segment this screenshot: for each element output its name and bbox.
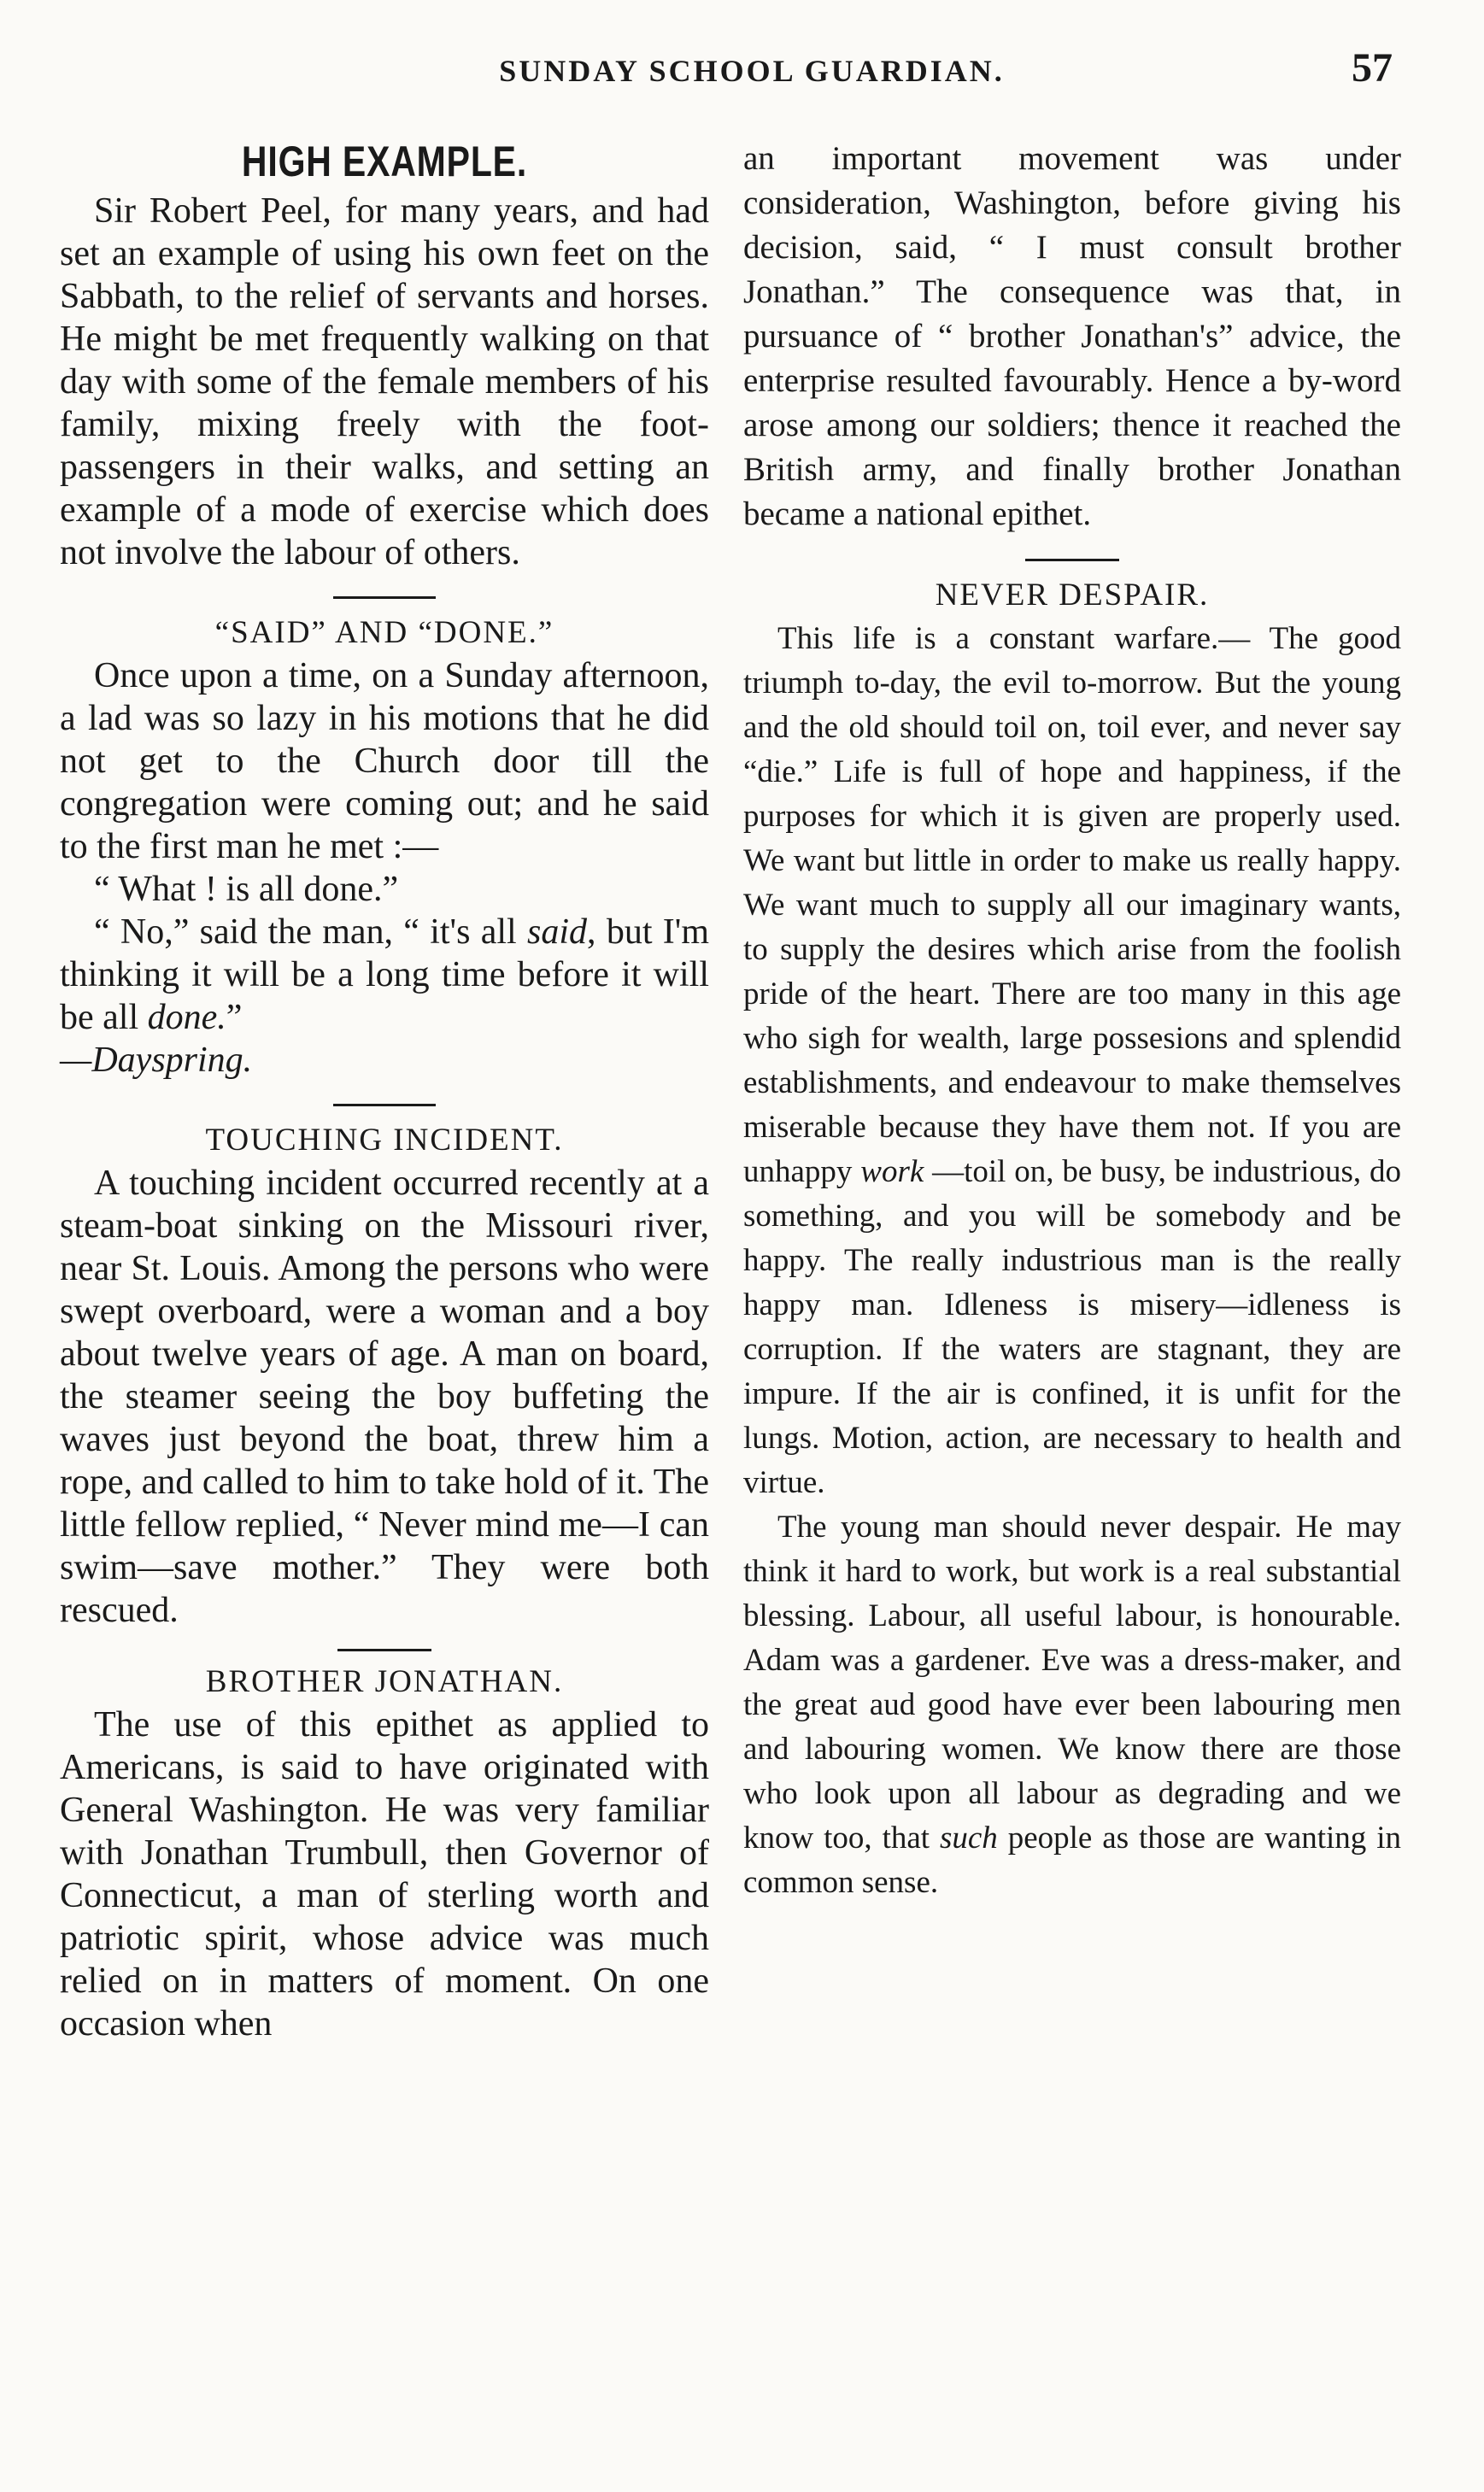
quote-text: , but I'm thinking it will be a long time before it will be all [60,912,709,1037]
article-title: NEVER DESPAIR. [935,578,1210,613]
article-touching-incident [60,1122,709,1632]
source-text: —Dayspring. [60,1041,253,1080]
article-title: BROTHER JONATHAN. [205,1664,564,1699]
body-text: —toil on, be busy, be industrious, do something, and you will be somebody and be happy. The really industrious man is the really happy man. Idleness is misery—idleness is corruption. If the waters are stagnant, they are impure. If the air is confined, it is unfit for the lungs. Motion, action, are necessary to health and virtue. [743,1154,1401,1500]
quote-text: “ No,” said the man, “ it's all [94,912,528,952]
body-text: This life is a constant warfare.— The good triumph to-day, the evil to-morrow. But the young and the old should toil on, toil ever, and never say “die.” Life is full of hope and happiness, if the purposes for which it is given are properly used. We want but little in order to make us really happy. We want much to supply all our imaginary wants, to supply the desires which arise from the foolish pride of the heart. There are too many in this age who sigh for wealth, large possesions and splendid establishments, and endeavour to make themselves miserable because they have them not. If you are unhappy [743,621,1401,1189]
emphasis-text: done. [147,998,226,1037]
emphasis-text: work [860,1154,924,1189]
page-number: 57 [1352,45,1393,91]
article-brother-jonathan-continued [743,137,1401,537]
article-title: HIGH EXAMPLE. [241,138,528,185]
emphasis-text: said [527,912,588,952]
article-body: Once upon a time, on a Sunday afternoon, a lad was so lazy in his motions that he did not get to the Church door till the congregation were coming out; and he said to the first man he met :— [60,656,709,866]
article-title: “SAID” AND “DONE.” [214,615,554,650]
quote-text: ” [226,998,243,1037]
running-head: SUNDAY SCHOOL GUARDIAN. [499,54,1005,88]
body-text: people as those are wanting in common sense. [743,1821,1401,1900]
article-brother-jonathan [60,1663,709,2045]
right-column [743,137,1401,1905]
article-body: A touching incident occurred recently at a steam-boat sinking on the Missouri river, near St. Louis. Among the persons who were swept overboard, were a woman and a boy about twelve years of age. A man on board, the steamer seeing the boy buffeting the waves just beyond the boat, threw him a rope, and called to him to take hold of it. The little fellow replied, “ Never mind me—I can swim—save mother.” They were both rescued. [60,1164,709,1630]
article-body [743,617,1401,1505]
section-divider [337,1649,431,1651]
article-quote: “ What ! is all done.” [94,870,399,909]
article-title: TOUCHING INCIDENT. [205,1123,564,1158]
article-body [743,1505,1401,1905]
article-said-and-done [60,614,709,1082]
left-column [60,137,709,2045]
article-body: The use of this epithet as applied to Americans, is said to have originated with General Washington. He was very familiar with Jonathan Trumbull, then Governor of Connecticut, a man of sterling worth and patriotic spirit, whose advice was much relied on in matters of moment. On one occasion when [60,1705,709,2043]
article-quote [60,911,709,1039]
section-divider [333,1104,436,1106]
article-high-example [60,137,709,574]
section-divider [333,596,436,599]
article-source [60,1039,709,1082]
article-never-despair [743,577,1401,1905]
emphasis-text: such [939,1821,998,1856]
body-text: The young man should never despair. He may think it hard to work, but work is a real substantial blessing. Labour, all useful labour, is honourable. Adam was a gardener. Eve was a dress-maker, and the great aud good have ever been labouring men and labouring women. We know there are those who look upon all labour as degrading and we know too, that [743,1510,1401,1856]
section-divider [1025,559,1119,561]
article-body: Sir Robert Peel, for many years, and had set an example of using his own feet on the Sabbath, to the relief of servants and horses. He might be met frequently walking on that day with some of the female members of his family, mixing freely with the foot-passengers in their walks, and setting an example of a mode of exercise which does not involve the labour of others. [60,191,709,572]
article-body: an important movement was under consideration, Washington, before giving his decision, said, “ I must consult brother Jonathan.” The consequence was that, in pursuance of “ brother Jonathan's” advice, the enterprise resulted favourably. Hence a by-word arose among our soldiers; thence it reached the British army, and finally brother Jonathan became a national epithet. [743,140,1401,532]
